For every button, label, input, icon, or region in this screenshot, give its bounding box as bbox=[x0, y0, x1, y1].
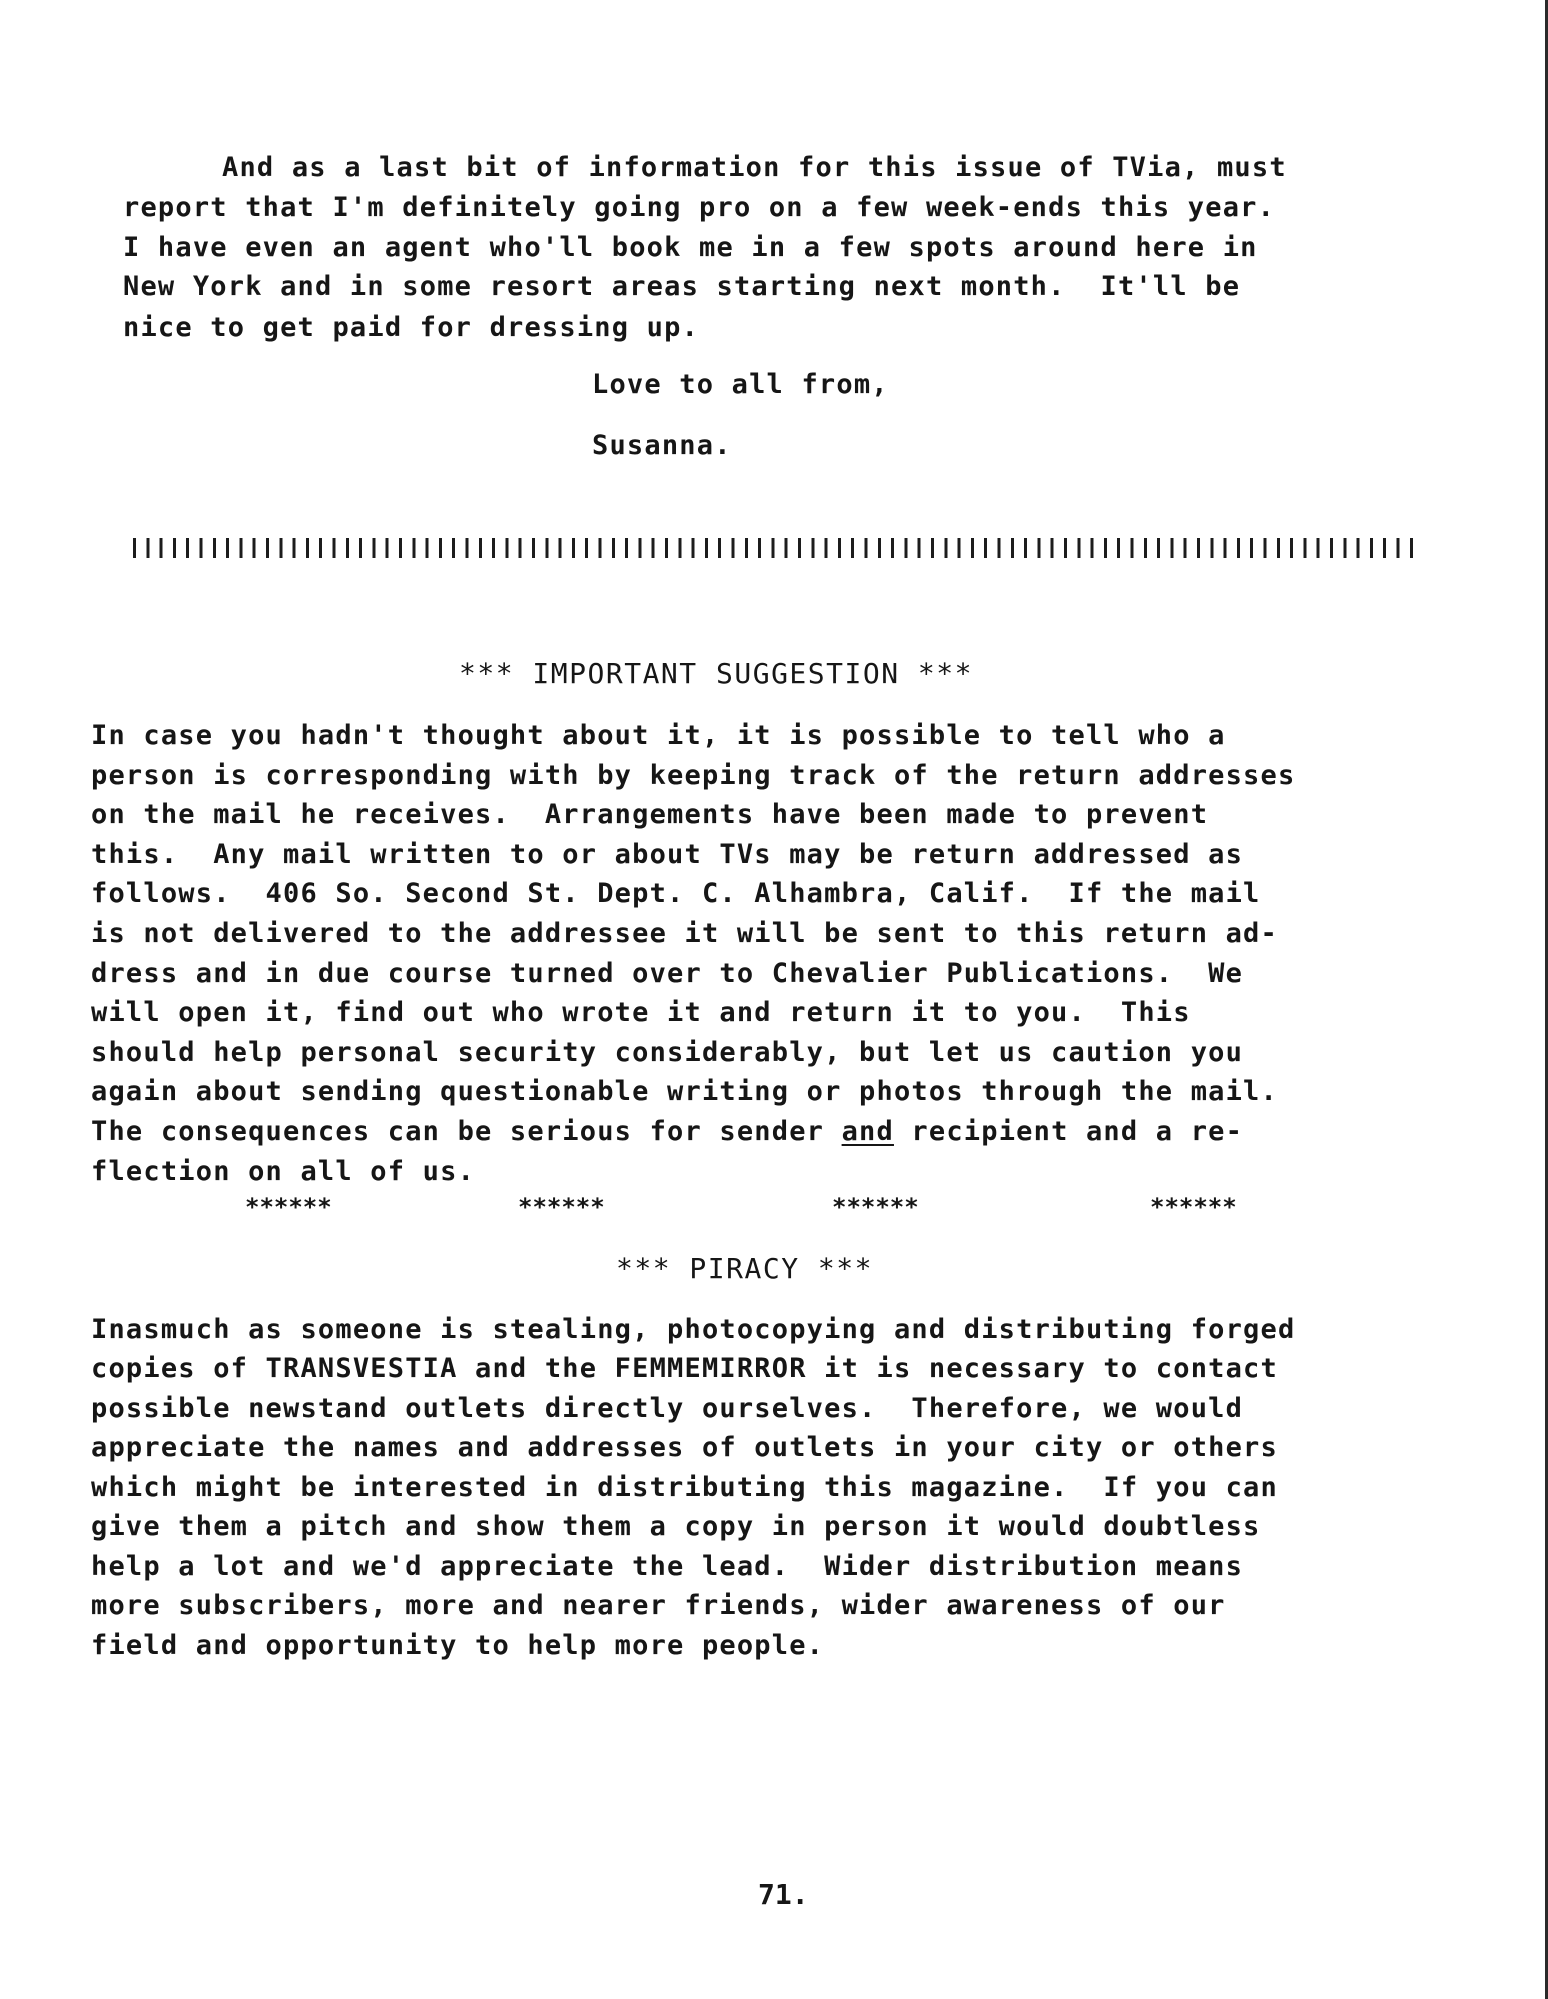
text-line: should help personal security considerably, but let us caution you bbox=[91, 1037, 1244, 1068]
text-line: possible newstand outlets directly ourselves. Therefore, we would bbox=[91, 1393, 1244, 1424]
text-line: Inasmuch as someone is stealing, photocopying and distributing forged bbox=[91, 1314, 1296, 1345]
text-line: nice to get paid for dressing up. bbox=[123, 312, 700, 343]
text-segment: The consequences can be serious for sender bbox=[91, 1116, 842, 1147]
page-number: 71. bbox=[758, 1878, 809, 1911]
text-line: And as a last bit of information for this issue of TVia, must bbox=[222, 152, 1287, 183]
text-line: New York and in some resort areas starting next month. It'll be bbox=[123, 271, 1241, 302]
text-line: this. Any mail written to or about TVs may be return addressed as bbox=[91, 839, 1244, 870]
section-heading-important-suggestion: *** IMPORTANT SUGGESTION *** bbox=[459, 657, 974, 690]
text-line: copies of TRANSVESTIA and the FEMMEMIRROR it is necessary to contact bbox=[91, 1353, 1278, 1384]
text-line bbox=[91, 1113, 1243, 1151]
text-line: appreciate the names and addresses of outlets in your city or others bbox=[91, 1432, 1278, 1463]
text-line: help a lot and we'd appreciate the lead. Wider distribution means bbox=[91, 1551, 1244, 1582]
star-group: ****** bbox=[832, 1193, 919, 1221]
text-line: follows. 406 So. Second St. Dept. C. Alhambra, Calif. If the mail bbox=[91, 878, 1261, 909]
closing-line: Love to all from, bbox=[592, 369, 889, 400]
text-line: In case you hadn't thought about it, it is possible to tell who a bbox=[91, 720, 1226, 751]
signature: Susanna. bbox=[592, 430, 732, 461]
tick-mark-divider bbox=[133, 538, 1418, 558]
text-line: I have even an agent who'll book me in a few spots around here in bbox=[123, 232, 1258, 263]
text-line: again about sending questionable writing or photos through the mail. bbox=[91, 1076, 1278, 1107]
text-line: will open it, find out who wrote it and return it to you. This bbox=[91, 997, 1191, 1028]
section-heading-piracy: *** PIRACY *** bbox=[616, 1252, 874, 1285]
text-line: dress and in due course turned over to Chevalier Publications. We bbox=[91, 958, 1244, 989]
text-line: on the mail he receives. Arrangements have been made to prevent bbox=[91, 799, 1209, 830]
text-line: flection on all of us. bbox=[91, 1156, 476, 1187]
text-line: which might be interested in distributing this magazine. If you can bbox=[91, 1472, 1278, 1503]
text-segment: recipient and a re- bbox=[893, 1116, 1244, 1147]
star-group: ****** bbox=[1150, 1193, 1237, 1221]
text-line: field and opportunity to help more people. bbox=[91, 1630, 825, 1661]
text-line: report that I'm definitely going pro on a few week-ends this year. bbox=[123, 192, 1276, 223]
text-line: give them a pitch and show them a copy in person it would doubtless bbox=[91, 1511, 1261, 1542]
star-group: ****** bbox=[245, 1193, 332, 1221]
text-line: is not delivered to the addressee it will be sent to this return ad- bbox=[91, 918, 1278, 949]
star-group: ****** bbox=[518, 1193, 605, 1221]
underlined-word: and bbox=[841, 1116, 894, 1147]
text-line: more subscribers, more and nearer friends, wider awareness of our bbox=[91, 1590, 1226, 1621]
text-line: person is corresponding with by keeping track of the return addresses bbox=[91, 760, 1296, 791]
